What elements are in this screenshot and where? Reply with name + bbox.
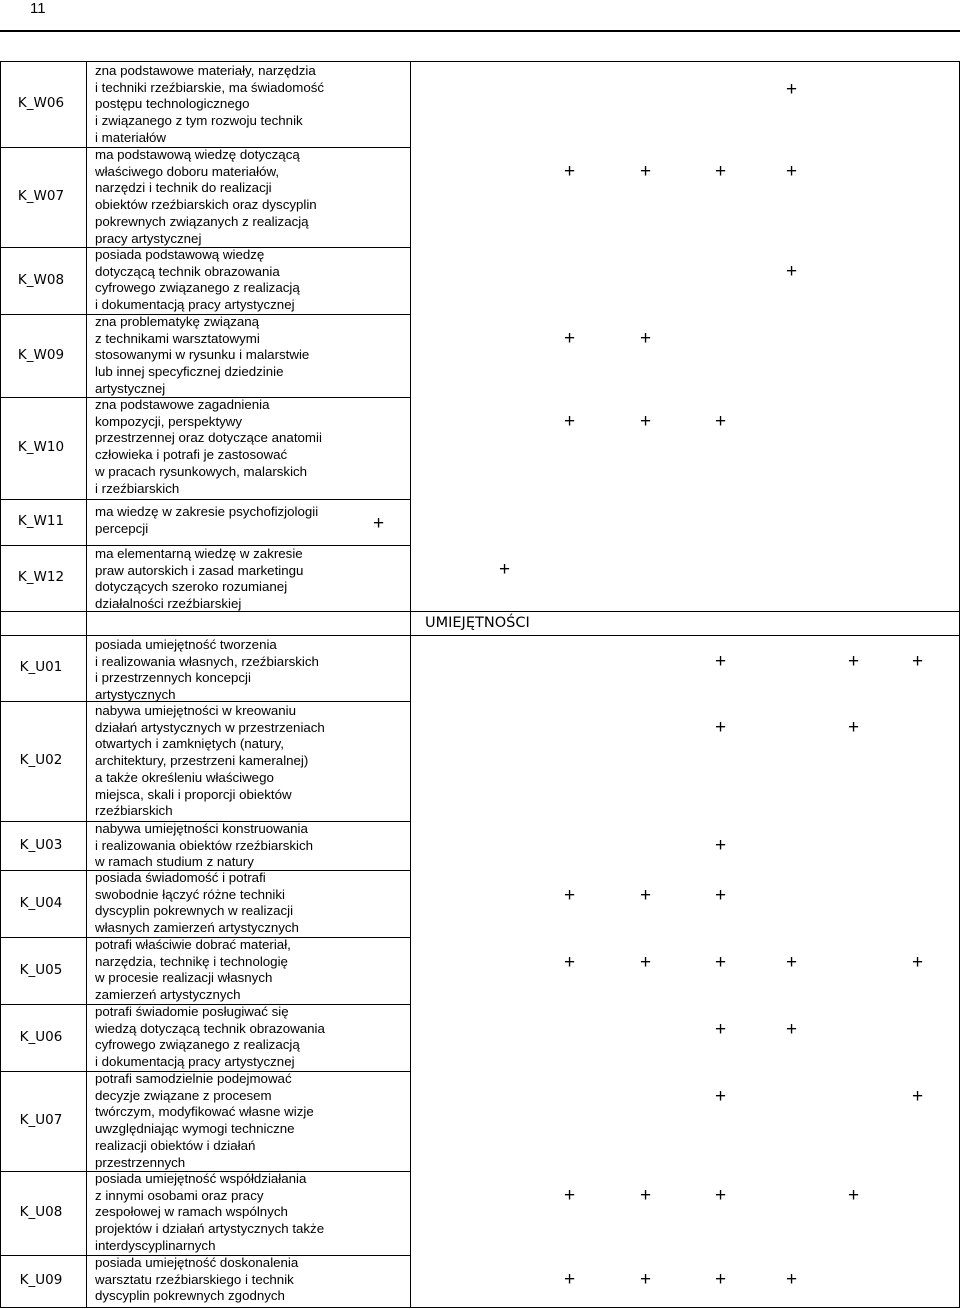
grid-line [86,61,87,1307]
plus-mark: + [912,1086,924,1107]
plus-mark: + [564,328,576,349]
plus-mark: + [786,1269,798,1290]
grid-line [0,1255,410,1256]
plus-mark: + [715,835,727,856]
plus-mark: + [715,1086,727,1107]
grid-line [0,314,410,315]
plus-mark: + [640,1185,652,1206]
row-description: posiada umiejętność tworzenia i realizowania własnych, rzeźbiarskich i przestrzennych koncepcji artystycznych [95,637,319,703]
row-description: posiada świadomość i potrafi swobodnie łączyć różne techniki dyscyplin pokrewnych w realizacji własnych zamierzeń artystycznych [95,870,299,936]
plus-mark: + [715,651,727,672]
grid-line [0,247,410,248]
row-description: ma elementarną wiedzę w zakresie praw autorskich i zasad marketingu dotyczących szeroko rozumianej działalności rzeźbiarskiej [95,546,304,612]
row-description: potrafi właściwie dobrać materiał, narzędzia, technikę i technologię w procesie realizacji własnych zamierzeń artystycznych [95,937,291,1003]
row-description: posiada umiejętność współdziałania z innymi osobami oraz pracy zespołowej w ramach wspólnych projektów i działań artystycznych także interdyscyplinarnych [95,1171,325,1253]
grid-line [0,1004,410,1005]
row-description: nabywa umiejętności konstruowania i realizowania obiektów rzeźbiarskich w ramach studium z natury [95,821,314,870]
header-rule [0,30,960,32]
grid-line [0,821,410,822]
plus-mark: + [848,717,860,738]
plus-mark: + [715,952,727,973]
row-description: zna podstawowe materiały, narzędzia i techniki rzeźbiarskie, ma świadomość postępu technologicznego i związanego z tym rozwoju technik i materiałów [95,63,325,145]
plus-mark: + [912,651,924,672]
row-description: ma wiedzę w zakresie psychofizjologii percepcji [95,504,319,536]
plus-mark: + [640,411,652,432]
row-code: K_U03 [19,836,63,853]
plus-mark: + [715,717,727,738]
plus-mark: + [786,1019,798,1040]
row-code: K_U02 [19,752,63,768]
plus-mark: + [564,161,576,182]
grid-line [0,147,410,148]
row-description: zna problematykę związaną z technikami warsztatowymi stosowanymi w rysunku i malarstwie lub innej specyficznej dziedzinie artystycznej [95,314,310,396]
page-number: 11 [30,0,46,17]
grid-line [0,545,410,546]
plus-mark: + [786,79,798,100]
grid-line [0,611,960,612]
plus-mark: + [848,651,860,672]
plus-mark: + [564,1185,576,1206]
row-code: K_U07 [19,1112,63,1128]
grid-line [0,397,410,398]
plus-mark: + [715,885,727,906]
row-code: K_W12 [17,569,65,585]
grid-line [0,61,1,1307]
row-code: K_U06 [19,1028,63,1045]
row-description: ma podstawową wiedzę dotyczącą właściwego doboru materiałów, narzędzi i technik do realizacji obiektów rzeźbiarskich oraz dyscyplin pokrewnych związanych z realizacją pracy artystycznej [95,147,317,246]
row-description: zna podstawowe zagadnienia kompozycji, perspektywy przestrzennej oraz dotyczące anatomii człowieka i potrafi je zastosować w pracach rysunkowych, malarskich i rzeźbiarskich [95,397,322,496]
row-code: K_W09 [17,346,65,363]
row-code: K_W07 [17,188,65,204]
grid-line [0,937,410,938]
plus-mark: + [715,1185,727,1206]
plus-mark: + [564,885,576,906]
plus-mark: + [715,1269,727,1290]
plus-mark: + [640,1269,652,1290]
plus-mark: + [715,1019,727,1040]
grid-line [0,870,410,871]
row-code: K_U09 [19,1272,63,1288]
row-code: K_U01 [19,659,63,675]
grid-line [0,1071,410,1072]
grid-line [0,61,960,62]
plus-mark: + [786,261,798,282]
plus-mark: + [640,328,652,349]
plus-mark: + [640,885,652,906]
grid-line [0,1171,410,1172]
plus-mark: + [564,411,576,432]
row-code: K_U04 [19,894,63,911]
grid-line [0,1307,960,1308]
plus-mark: + [564,1269,576,1290]
row-code: K_W11 [17,513,65,529]
row-description: posiada umiejętność doskonalenia warsztatu rzeźbiarskiego i technik dyscyplin pokrewnych zgodnych [95,1255,299,1304]
plus-mark: + [786,952,798,973]
plus-mark: + [499,559,511,580]
row-description: potrafi samodzielnie podejmować decyzje związane z procesem twórczym, modyfikować własne wizje uwzględniając wymogi techniczne realizacji obiektów i działań przestrzennych [95,1071,314,1170]
row-code: K_W08 [17,271,65,288]
row-code: K_U08 [19,1204,63,1220]
row-description: posiada podstawową wiedzę dotyczącą technik obrazowania cyfrowego związanego z realizacją i dokumentacją pracy artystycznej [95,247,300,313]
plus-mark: + [848,1185,860,1206]
row-description: potrafi świadomie posługiwać się wiedzą dotyczącą technik obrazowania cyfrowego związanego z realizacją i dokumentacją pracy artystycznej [95,1004,325,1070]
grid-line [0,499,410,500]
row-code: K_W10 [17,439,65,455]
plus-mark: + [715,161,727,182]
grid-line [410,61,411,1307]
row-description: nabywa umiejętności w kreowaniu działań artystycznych w przestrzeniach otwartych i zamkniętych (natury, architektury, przestrzeni kameralnej) a także określeniu właściwego miejsca, skali i proporcji obiektów rzeźbiarskich [95,703,325,819]
plus-mark: + [715,411,727,432]
plus-mark: + [640,161,652,182]
grid-line [0,701,410,702]
plus-mark: + [640,952,652,973]
plus-mark: + [786,161,798,182]
plus-mark: + [912,952,924,973]
grid-line [0,635,960,636]
plus-mark: + [373,513,385,534]
plus-mark: + [564,952,576,973]
row-code: K_U05 [19,961,63,978]
row-code: K_W06 [17,95,65,111]
section-header-umiejetnosci: UMIEJĘTNOŚCI [425,615,530,631]
